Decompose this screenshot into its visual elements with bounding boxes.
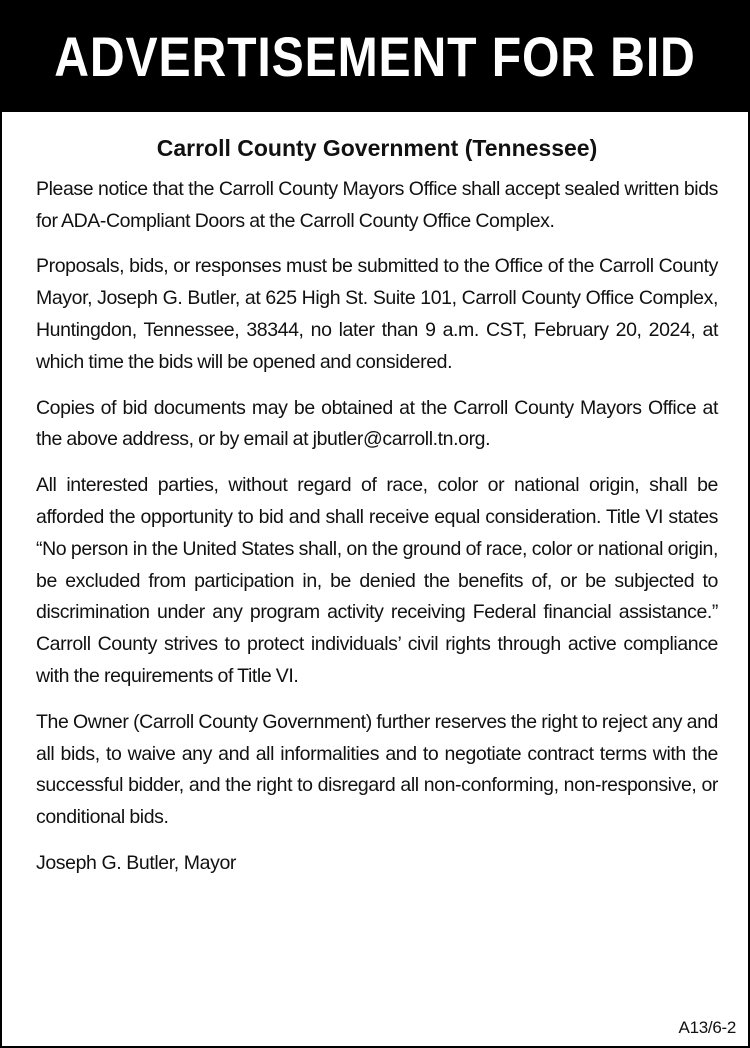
advertisement-title: ADVERTISEMENT FOR BID [54,25,696,88]
signature: Joseph G. Butler, Mayor [36,852,236,875]
paragraph-bid-notice: Please notice that the Carroll County Mayors Office shall accept sealed written bids for ADA-Compliant Doors at the Carroll County Office Complex. [36,177,718,232]
paragraph-title-vi: All interested parties, without regard of race, color or national origin, shall be afforded the opportunity to bid and shall receive equal consideration. Title VI states “No person in the United States shall, on the ground of race, color or national origin, be excluded from participation in, be denied the benefits of, or be subjected to discrimination under any program activity receiving Federal financial assistance.” Carroll County strives to protect individuals’ civil rights through active compliance with the requirements of Title VI. [36,474,718,688]
header-banner [2,2,748,112]
paragraph-submission-details: Proposals, bids, or responses must be submitted to the Office of the Carroll County Mayor, Joseph G. Butler, at 625 High St. Suite 101, Carroll County Office Complex, Huntingdon, Tennessee, 38344, no later than 9 a.m. CST, February 20, 2024, at which time the bids will be opened and considered. [36,255,718,373]
ad-reference-code: A13/6-2 [678,1018,736,1037]
paragraph-owner-rights: The Owner (Carroll County Government) further reserves the right to reject any and all bids, to waive any and all informalities and to negotiate contract terms with the successful bidder, and the right to disregard all non-conforming, non-responsive, or conditional bids. [36,710,718,829]
paragraph-bid-documents: Copies of bid documents may be obtained at the Carroll County Mayors Office at the above address, or by email at jbutler@carroll.tn.org. [36,396,718,451]
notice-body [36,134,718,880]
organization-heading: Carroll County Government (Tennessee) [156,135,598,161]
